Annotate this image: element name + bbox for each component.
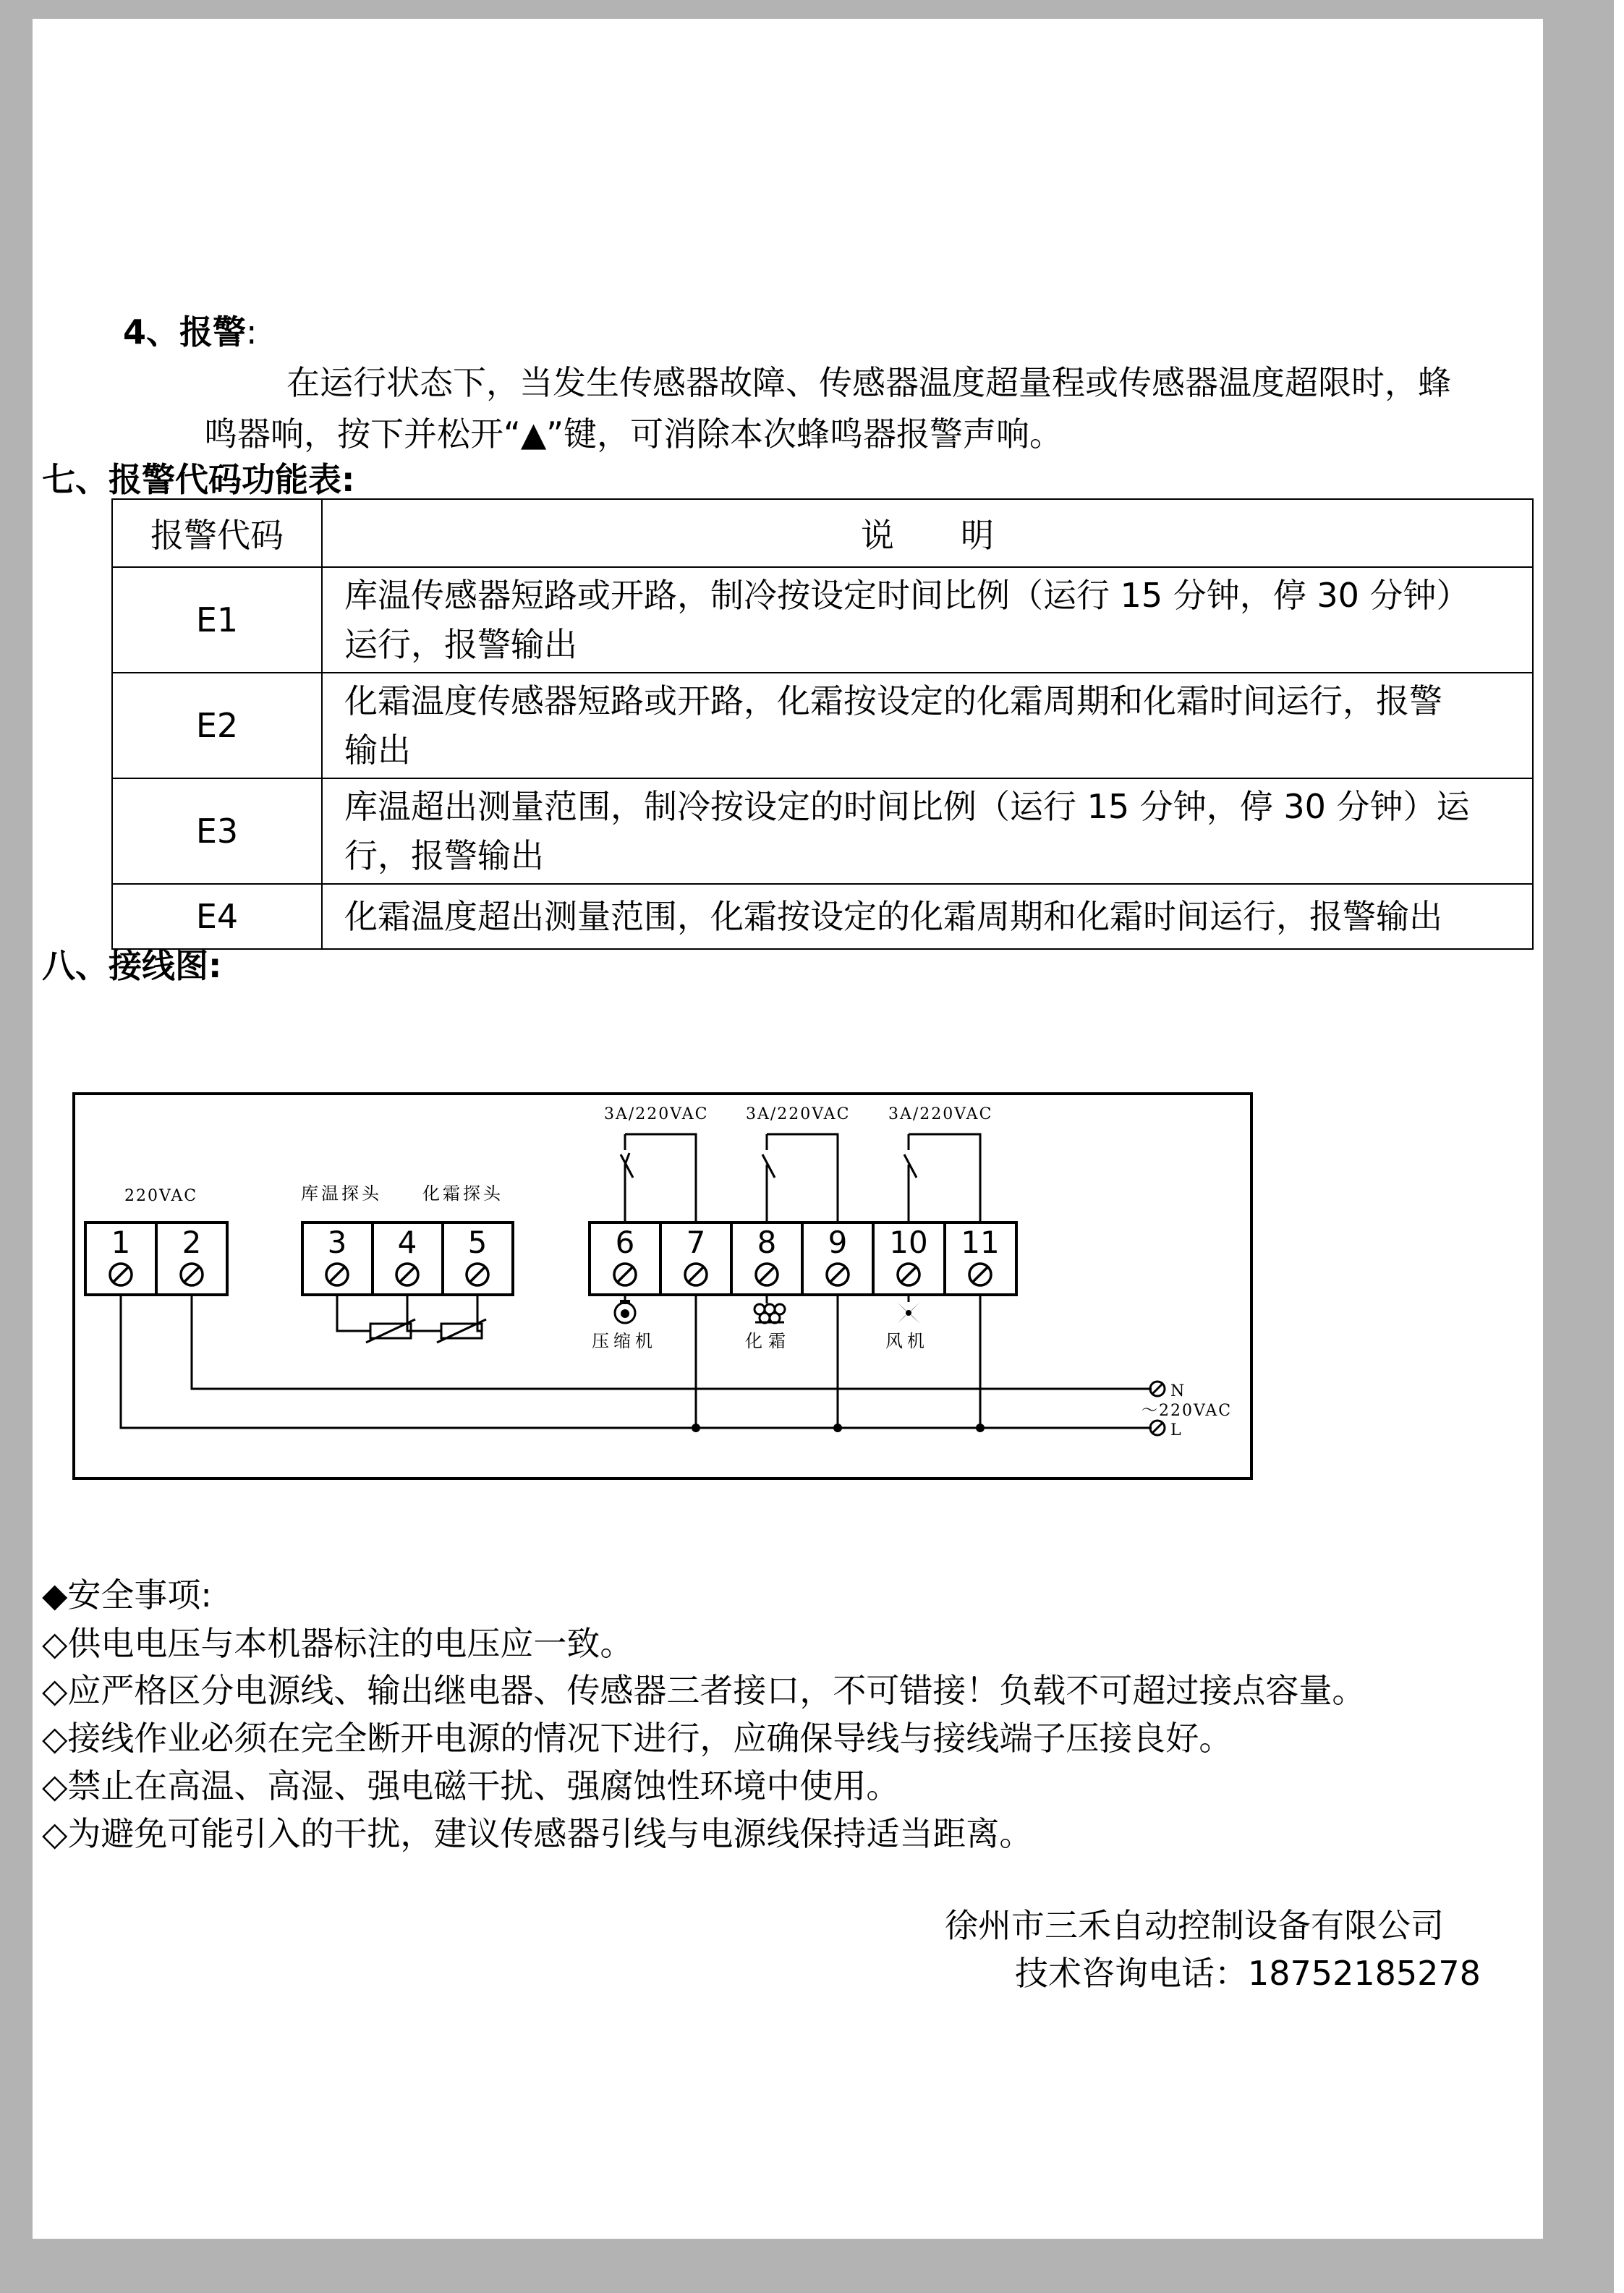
page-frame-left [0, 0, 33, 2293]
screw-icon [110, 1264, 132, 1285]
alarm-heading: 4、报警: [123, 312, 258, 352]
screw-icon [467, 1264, 488, 1285]
load-fan-label: 风机 [885, 1331, 929, 1351]
screw-icon [756, 1264, 778, 1285]
supply-l-label: L [1170, 1421, 1181, 1439]
safety-item: ◇接线作业必须在完全断开电源的情况下进行，应确保导线与接线端子压接良好。 [42, 1719, 1233, 1758]
supply-n-label: N [1170, 1382, 1185, 1400]
wiring-heading: 八、接线图: [42, 946, 222, 985]
table-row [112, 884, 1533, 949]
supply-l-screw-icon [1150, 1421, 1165, 1435]
screw-icon [614, 1264, 636, 1285]
terminal-6-label: 6 [615, 1225, 635, 1260]
screw-icon [969, 1264, 991, 1285]
table-row [112, 778, 1533, 884]
safety-heading: ◆安全事项: [42, 1575, 212, 1615]
probe-label-defrost: 化霜探头 [422, 1183, 503, 1204]
probe-wiring [337, 1295, 486, 1343]
terminal-10-label: 10 [889, 1225, 928, 1260]
alarm-text-line2: 鸣器响，按下并松开“▲”键，可消除本次蜂鸣器报警声响。 [204, 414, 1063, 454]
supply-n-screw-icon [1150, 1382, 1165, 1396]
load-compressor-label: 压缩机 [592, 1331, 657, 1351]
terminal-2-label: 2 [182, 1225, 202, 1260]
relay-label-2: 3A/220VAC [746, 1105, 851, 1123]
terminal-9-label: 9 [828, 1225, 848, 1260]
page-frame-right [1543, 0, 1624, 2293]
relay-label-1: 3A/220VAC [604, 1105, 709, 1123]
relay-label-3: 3A/220VAC [888, 1105, 993, 1123]
screw-icon [827, 1264, 849, 1285]
terminal-4-label: 4 [397, 1225, 417, 1260]
terminal-block-relays [590, 1222, 1016, 1295]
screw-icon [181, 1264, 203, 1285]
page-frame-right-edge [1614, 0, 1624, 2293]
code-table-heading: 七、报警代码功能表: [42, 460, 355, 499]
alarm-code: E2 [112, 673, 322, 778]
alarm-description: 库温超出测量范围，制冷按设定的时间比例（运行 15 分钟，停 30 分钟）运 行，报警输出 [322, 778, 1533, 884]
safety-item: ◇供电电压与本机器标注的电压应一致。 [42, 1624, 634, 1663]
screw-icon [685, 1264, 707, 1285]
probe-label-room: 库温探头 [301, 1183, 382, 1204]
page-frame-top [0, 0, 1624, 19]
power-label: 220VAC [124, 1187, 198, 1205]
terminal-3-label: 3 [327, 1225, 347, 1260]
terminal-11-label: 11 [961, 1225, 1000, 1260]
diagram-border [74, 1094, 1251, 1479]
load-defrost-label: 化霜 [745, 1331, 791, 1351]
alarm-description: 化霜温度超出测量范围，化霜按设定的化霜周期和化霜时间运行，报警输出 [322, 884, 1533, 949]
header-code: 报警代码 [112, 499, 322, 567]
alarm-text-line1: 在运行状态下，当发生传感器故障、传感器温度超量程或传感器温度超限时，蜂 [286, 363, 1451, 402]
table-row [112, 567, 1533, 673]
screw-icon [326, 1264, 348, 1285]
company-name: 徐州市三禾自动控制设备有限公司 [945, 1906, 1444, 1945]
alarm-code: E4 [112, 884, 322, 949]
screw-icon [898, 1264, 919, 1285]
alarm-code: E1 [112, 567, 322, 673]
fan-icon [897, 1302, 920, 1324]
supply-ac-label: ～220VAC [1142, 1402, 1233, 1420]
safety-item: ◇为避免可能引入的干扰，建议传感器引线与电源线保持适当距离。 [42, 1814, 1033, 1853]
terminal-screw-icons [110, 1264, 991, 1285]
page-frame-bottom [0, 2239, 1614, 2293]
power-bus [121, 1295, 1152, 1428]
header-description: 说 明 [322, 499, 1533, 567]
terminal-7-label: 7 [686, 1225, 706, 1260]
defrost-heater-icon [754, 1304, 785, 1323]
alarm-description: 化霜温度传感器短路或开路，化霜按设定的化霜周期和化霜时间运行，报警 输出 [322, 673, 1533, 778]
alarm-code-table [111, 498, 1534, 950]
alarm-code: E3 [112, 778, 322, 884]
wiring-diagram [72, 1092, 1259, 1490]
compressor-icon [615, 1300, 635, 1323]
screw-icon [396, 1264, 418, 1285]
safety-item: ◇应严格区分电源线、输出继电器、传感器三者接口，不可错接！负载不可超过接点容量。 [42, 1671, 1366, 1710]
support-phone: 技术咨询电话：18752185278 [1015, 1954, 1481, 1993]
terminal-8-label: 8 [757, 1225, 777, 1260]
terminal-1-label: 1 [111, 1225, 131, 1260]
table-row [112, 673, 1533, 778]
terminal-block-power [85, 1222, 227, 1295]
relay-contacts [621, 1134, 980, 1222]
alarm-description: 库温传感器短路或开路，制冷按设定时间比例（运行 15 分钟，停 30 分钟） 运行，报警输出 [322, 567, 1533, 673]
safety-item: ◇禁止在高温、高湿、强电磁干扰、强腐蚀性环境中使用。 [42, 1766, 900, 1805]
terminal-5-label: 5 [467, 1225, 488, 1260]
table-header-row [112, 499, 1533, 567]
